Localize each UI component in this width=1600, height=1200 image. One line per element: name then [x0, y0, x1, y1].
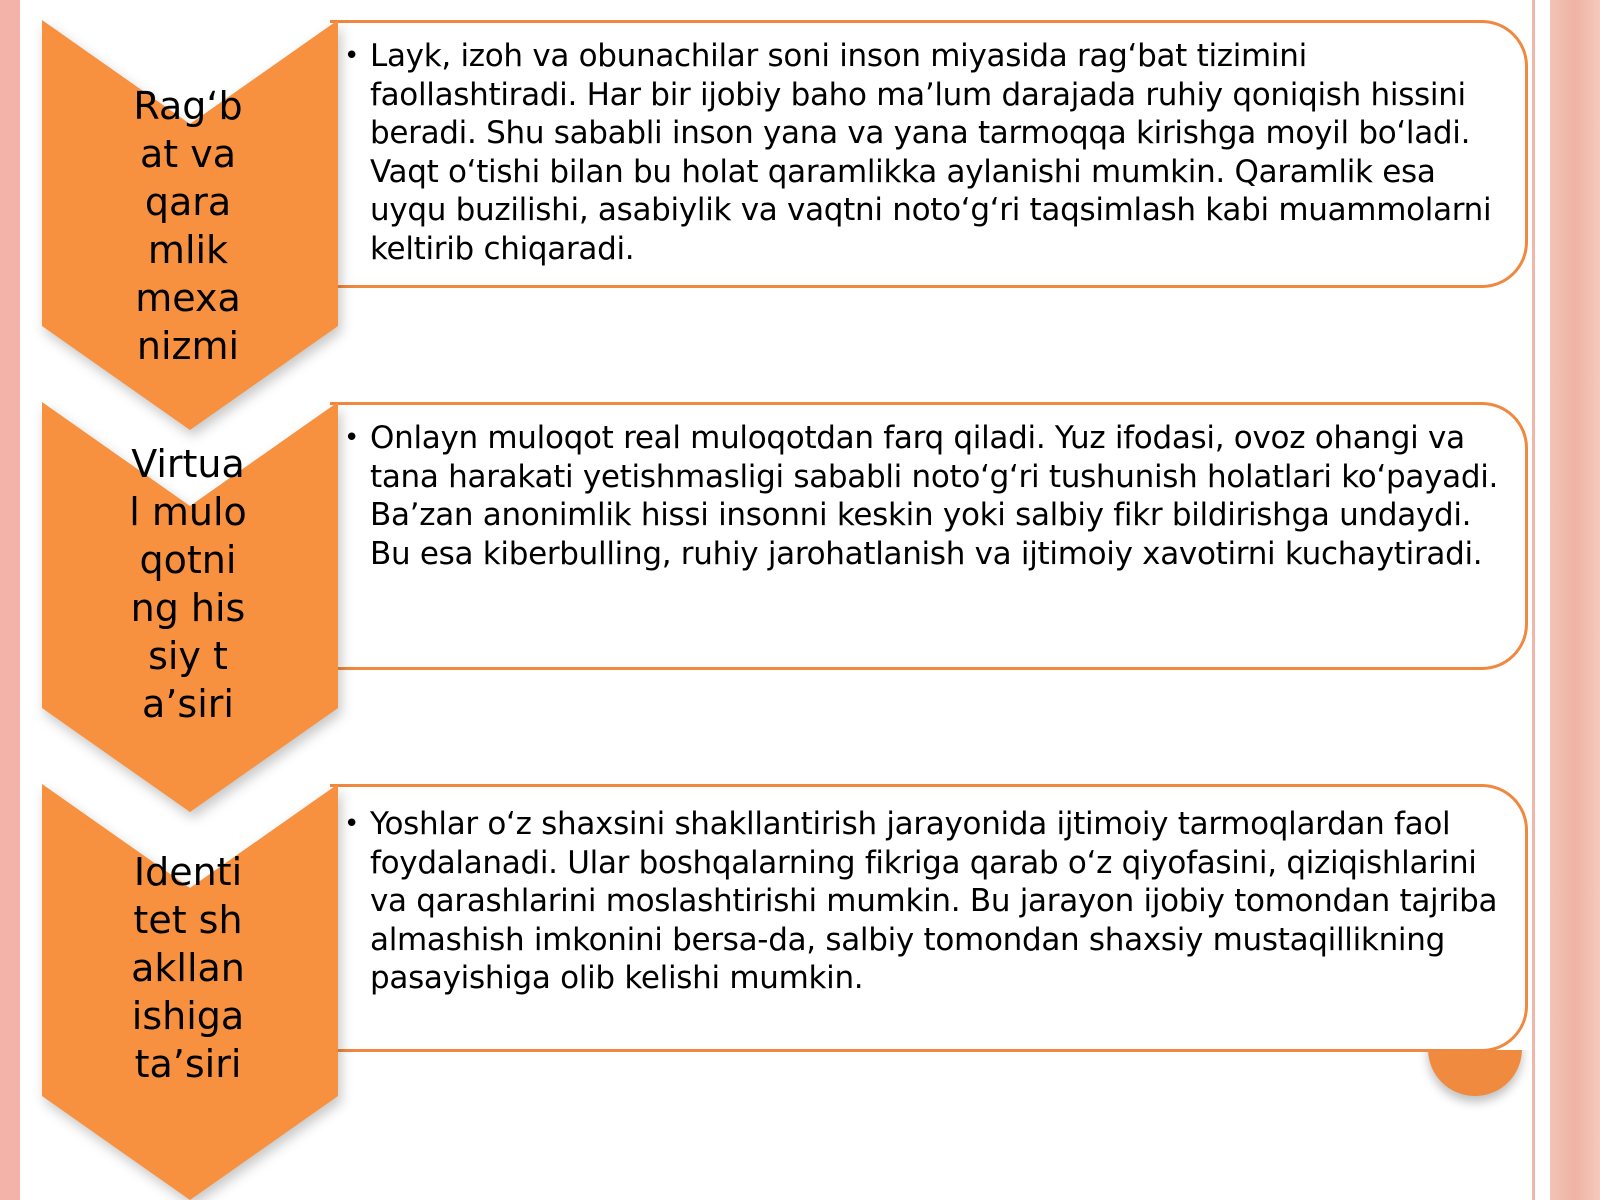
bullet-item-3: [344, 805, 1499, 998]
content-box-1: [330, 20, 1528, 288]
content-text-3: Yoshlar o‘z shaxsini shakllantirish jarayonida ijtimoiy tarmoqlardan faol foydalanadi. Ular boshqalarning fikriga qarab o‘z qiyofasini, qiziqishlarini va qarashlarini moslashtirishi mumkin. Bu jarayon ijobiy tomondan tajriba almashish imkonini bersa-da, salbiy tomondan shaxsiy mustaqillikning pasayishiga olib kelishi mumkin.: [370, 806, 1498, 996]
slide-right-line: [1532, 0, 1535, 1200]
bullet-item-2: [344, 419, 1499, 573]
content-box-2: [330, 402, 1528, 670]
content-text-2: Onlayn muloqot real muloqotdan farq qiladi. Yuz ifodasi, ovoz ohangi va tana harakati yetishmasligi sababli noto‘g‘ri tushunish holatlari ko‘payadi. Ba’zan anonimlik hissi insonni keskin yoki salbiy fikr bildirishga undaydi. Bu esa kiberbulling, ruhiy jarohatlanish va ijtimoiy xavotirni kuchaytiradi.: [370, 420, 1499, 572]
content-box-3: [330, 784, 1528, 1052]
chevron-label-3: Identitet shakllanishiga ta’siri: [131, 850, 245, 1086]
content-text-1: Layk, izoh va obunachilar soni inson miyasida rag‘bat tizimini faollashtiradi. Har bir ijobiy baho ma’lum darajada ruhiy qoniqish hissini beradi. Shu sababli inson yana va yana tarmoqqa kirishga moyil bo‘ladi. Vaqt o‘tishi bilan bu holat qaramlikka aylanishi mumkin. Qaramlik esa uyqu buzilishi, asabiylik va vaqtni noto‘g‘ri taqsimlash kabi muammolarni keltirib chiqaradi.: [370, 38, 1492, 267]
slide-right-line-highlight: [1540, 0, 1542, 1200]
chevron-label-1: Rag‘bat va qaramlik mexanizmi: [133, 84, 243, 368]
slide-left-border: [0, 0, 20, 1200]
bullet-dot: •: [344, 41, 360, 71]
bullet-dot: •: [344, 423, 360, 453]
bullet-item-1: [344, 37, 1499, 268]
slide-right-border: [1550, 0, 1600, 1200]
bullet-dot: •: [344, 809, 360, 839]
chevron-label-2: Virtual muloqotning hissiy ta’siri: [129, 442, 247, 726]
